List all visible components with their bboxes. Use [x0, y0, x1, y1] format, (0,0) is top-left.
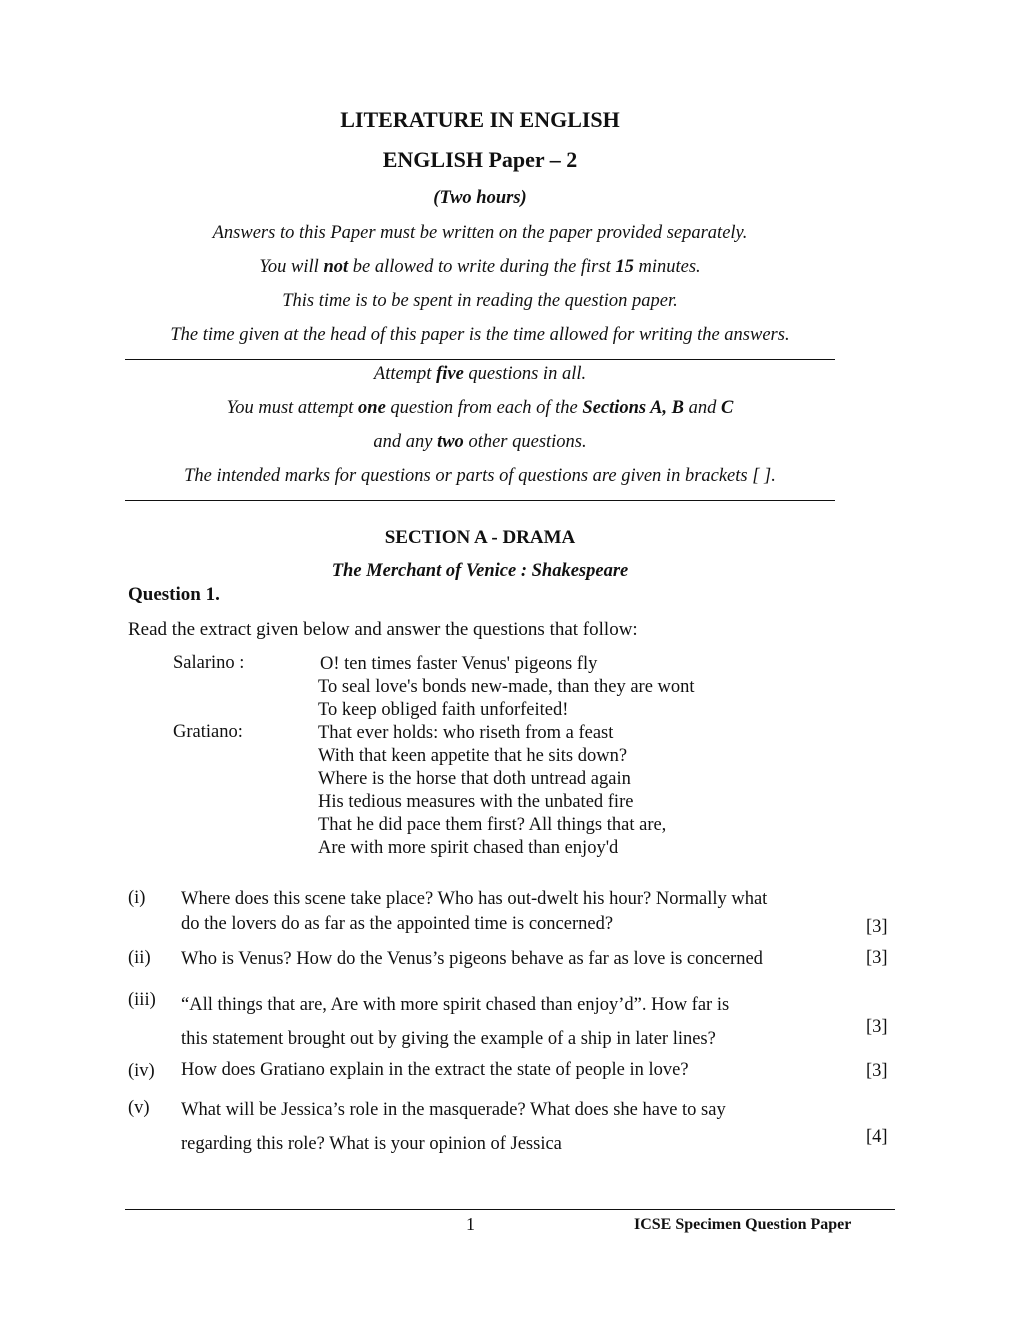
- verse-line: That ever holds: who riseth from a feast: [318, 723, 614, 743]
- divider: [125, 359, 835, 360]
- paper-title: LITERATURE IN ENGLISH: [340, 107, 620, 132]
- question-text: Where does this scene take place? Who has out-dwelt his hour? Normally what do the lovers do as far as the appointed time is concerned?: [181, 889, 768, 934]
- question-text: How does Gratiano explain in the extract the state of people in love?: [181, 1060, 689, 1080]
- question-number: (iii): [128, 990, 156, 1010]
- marks-badge: [4]: [866, 1127, 888, 1147]
- footer-rule: [125, 1209, 895, 1210]
- verse-line: That he did pace them first? All things that are,: [318, 815, 667, 835]
- instruction-line: Answers to this Paper must be written on the paper provided separately.: [212, 223, 748, 243]
- question-number: (i): [128, 888, 146, 908]
- question-label: Question 1.: [128, 584, 220, 605]
- marks-badge: [3]: [866, 1061, 888, 1081]
- verse-line: O! ten times faster Venus' pigeons fly: [320, 654, 598, 674]
- verse-line: Where is the horse that doth untread again: [318, 769, 631, 789]
- question-text: “All things that are, Are with more spirit chased than enjoy’d”. How far is this statement brought out by giving the example of a ship in later lines?: [181, 995, 730, 1049]
- rule-line: The intended marks for questions or parts of questions are given in brackets [ ].: [184, 466, 776, 486]
- rule-line: and any two other questions.: [373, 432, 587, 452]
- paper-duration: (Two hours): [433, 188, 527, 208]
- instruction-line: The time given at the head of this paper is the time allowed for writing the answers.: [170, 325, 790, 345]
- section-heading: SECTION A - DRAMA: [384, 527, 576, 548]
- work-title: The Merchant of Venice : Shakespeare: [331, 561, 629, 581]
- extract-verse: [318, 653, 695, 860]
- speaker-salarino: Salarino :: [173, 653, 245, 673]
- question-number: (ii): [128, 948, 151, 968]
- question-text: Who is Venus? How do the Venus’s pigeons behave as far as love is concerned: [181, 949, 763, 969]
- paper-subtitle: ENGLISH Paper – 2: [382, 147, 578, 172]
- verse-line: Are with more spirit chased than enjoy'd: [318, 838, 619, 858]
- verse-line: To keep obliged faith unforfeited!: [318, 700, 569, 720]
- instruction-line: You will not be allowed to write during the first 15 minutes.: [259, 257, 701, 277]
- instruction-line: This time is to be spent in reading the question paper.: [282, 291, 678, 311]
- divider: [125, 500, 835, 501]
- verse-line: To seal love's bonds new-made, than they are wont: [318, 677, 695, 697]
- question-number: (v): [128, 1098, 150, 1118]
- marks-badge: [3]: [866, 1017, 888, 1037]
- footer-label: ICSE Specimen Question Paper: [634, 1216, 852, 1233]
- speaker-gratiano: Gratiano:: [173, 722, 243, 742]
- question-prompt: Read the extract given below and answer the questions that follow:: [128, 619, 638, 640]
- marks-badge: [3]: [866, 917, 888, 937]
- marks-badge: [3]: [866, 948, 888, 968]
- question-text: What will be Jessica’s role in the masquerade? What does she have to say regarding this role? What is your opinion of Jessica: [181, 1100, 726, 1154]
- question-number: (iv): [128, 1061, 155, 1081]
- rule-line: You must attempt one question from each of the Sections A, B and C: [226, 398, 734, 418]
- rule-line: Attempt five questions in all.: [373, 364, 587, 384]
- page-number: 1: [466, 1214, 475, 1234]
- verse-line: His tedious measures with the unbated fire: [318, 792, 634, 812]
- verse-line: With that keen appetite that he sits down?: [318, 746, 628, 766]
